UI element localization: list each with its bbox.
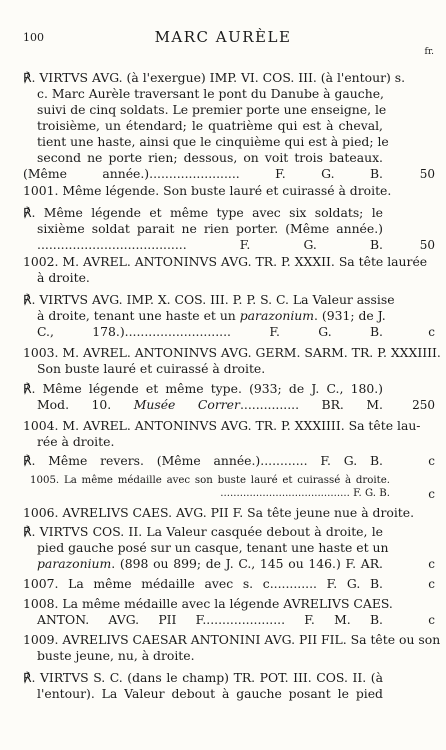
text-line: second ne porte rien; dessous, on voit trois bateaux.	[37, 150, 383, 165]
text-line: ANTON. AVG. PII F..................... F. M. B.	[37, 612, 383, 627]
text-line: 1008. La même médaille avec la légende AVRELIVS CAES.	[23, 596, 393, 611]
text-line: 1004. M. AVREL. ANTONINVS AVG. TR. P. XXXIIII. Sa tête lau-	[23, 418, 421, 433]
text-line: sixième soldat parait ne rien porter. (Même année.)	[37, 221, 383, 236]
price-unit-label: fr.	[424, 47, 434, 57]
text-line: 1002. M. AVREL. ANTONINVS AVG. TR. P. XXXII. Sa tête laurée	[23, 254, 428, 269]
text-line: c. Marc Aurèle traversant le pont du Danube à gauche,	[37, 86, 384, 101]
text-line: tient une haste, ainsi que le cinquième qui est à pied; le	[37, 134, 389, 149]
text-line: ℟. Même légende et même type avec six soldats; le	[23, 205, 383, 220]
text-line: buste jeune, nu, à droite.	[37, 648, 195, 663]
price-value: c	[428, 487, 435, 501]
running-title: MARC AURÈLE	[154, 28, 292, 46]
text-line: troisième, un étendard; le quatrième qui est à cheval,	[37, 118, 383, 133]
text-line: pied gauche posé sur un casque, tenant une haste et un	[37, 540, 389, 555]
price-value: c	[428, 325, 435, 339]
price-value: c	[428, 557, 435, 571]
price-value: 250	[412, 398, 435, 412]
price-value: c	[428, 577, 435, 591]
text-line: à droite.	[37, 270, 90, 285]
text-line: 1005. La même médaille avec son buste lauré et cuirassé à droite.	[30, 475, 390, 486]
text-line: C., 178.)........................... F. G. B.	[37, 324, 383, 339]
text-line: 1009. AVRELIVS CAESAR ANTONINI AVG. PII FIL. Sa tête ou son	[23, 632, 441, 647]
price-value: c	[428, 454, 435, 468]
text-line: ℟. VIRTVS S. C. (dans le champ) TR. POT. III. COS. II. (à	[23, 670, 383, 685]
text-line: ...................................... F. G. B.	[37, 237, 383, 252]
text-line: ℟. Même revers. (Même année.)............ F. G. B.	[23, 453, 383, 468]
text-line: 1001. Même légende. Son buste lauré et cuirassé à droite.	[23, 183, 392, 198]
text-line: l'entour). La Valeur debout à gauche posant le pied	[37, 686, 383, 701]
text-line: ........................................ F. G. B.	[220, 488, 390, 499]
text-line: Mod. 10. Musée Correr............... BR. M.	[37, 397, 383, 412]
text-line: 1007. La même médaille avec s. c............ F. G. B.	[23, 576, 383, 591]
page-number: 100	[23, 31, 44, 44]
price-value: c	[428, 613, 435, 627]
text-line: rée à droite.	[37, 434, 115, 449]
text-line: 1006. AVRELIVS CAES. AVG. PII F. Sa tête jeune nue à droite.	[23, 505, 415, 520]
text-line: à droite, tenant une haste et un parazonium. (931; de J.	[37, 308, 386, 323]
text-line: ℟. VIRTVS AVG. IMP. X. COS. III. P. P. S. C. La Valeur assise	[23, 292, 395, 307]
text-line: ℟. VIRTVS COS. II. La Valeur casquée debout à droite, le	[23, 524, 383, 539]
text-line: Son buste lauré et cuirassé à droite.	[37, 361, 266, 376]
text-line: ℟. Même légende et même type. (933; de J. C., 180.)	[23, 381, 383, 396]
text-line: suivi de cinq soldats. Le premier porte une enseigne, le	[37, 102, 387, 117]
price-value: 50	[419, 238, 435, 252]
running-header	[0, 28, 446, 48]
text-line: 1003. M. AVREL. ANTONINVS AVG. GERM. SARM. TR. P. XXXIIII.	[23, 345, 441, 360]
text-line: ℟. VIRTVS AVG. (à l'exergue) IMP. VI. COS. III. (à l'entour) s.	[23, 70, 406, 85]
price-value: 50	[419, 167, 435, 181]
text-line: (Même année.)....................... F. G. B.	[23, 166, 383, 181]
text-line: parazonium. (898 ou 899; de J. C., 145 ou 146.) F. AR.	[37, 556, 383, 571]
